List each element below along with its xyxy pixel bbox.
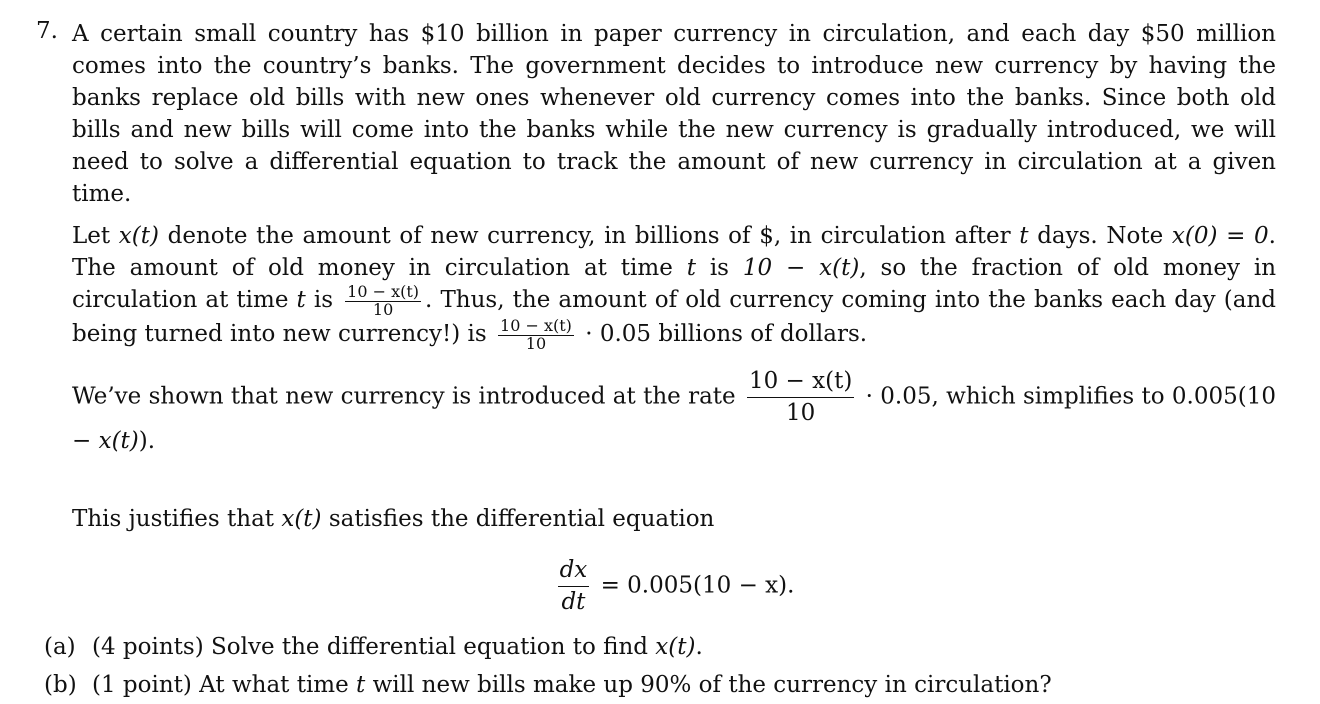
setup-paragraph [72, 220, 1276, 352]
derivative-denominator: dt [561, 589, 586, 615]
justify-paragraph [72, 503, 1276, 535]
text: days. Note [1028, 223, 1172, 249]
text: This justifies that [72, 506, 282, 532]
text: · 0.05 billions of dollars. [577, 321, 868, 347]
problem-parts [44, 628, 1276, 704]
math-xt: x(t) [655, 634, 696, 660]
math-t: t [296, 287, 306, 313]
text: , so the fraction of old money in circulation at time [72, 255, 1277, 313]
text: is [695, 255, 743, 281]
text: is [305, 287, 342, 313]
derivative-dx-dt [558, 559, 590, 614]
intro-text: A certain small country has $10 billion in paper currency in circulation, and each day $50 million comes into the country’s banks. The government decides to introduce new currency by having the banks replace old bills with new ones whenever old currency comes into the banks. Since both old bills and new bills will come into the banks while the new currency is gradually introduced, we will need to solve a differential equation to track the amount of new currency in circulation at a given time. [72, 21, 1276, 207]
text: satisfies the differential equation [321, 506, 715, 532]
math-xt: x(t) [281, 506, 322, 532]
fraction-numerator: 10 − x(t) [500, 316, 572, 335]
fraction-denominator: 10 [372, 300, 394, 319]
problem-number: 7. [36, 18, 58, 44]
math-xt: x(t) [118, 223, 159, 249]
fraction-denominator: 10 [786, 400, 816, 426]
part-b [44, 666, 1276, 704]
text: ). [138, 428, 156, 454]
derivative-numerator: dx [558, 559, 590, 587]
equation-rhs: = 0.005(10 − x). [600, 572, 795, 599]
fraction-rate [747, 370, 854, 425]
problem-7 [36, 18, 1276, 704]
differential-equation [72, 559, 1276, 614]
math-t: t [356, 672, 366, 698]
problem-body [44, 18, 1277, 704]
part-text: (1 point) At what time [92, 672, 357, 698]
fraction-denominator: 10 [525, 334, 547, 353]
math-xt: x(t) [98, 428, 139, 454]
part-text: (4 points) Solve the differential equation to find [92, 634, 656, 660]
rate-paragraph [72, 370, 1276, 457]
math-ten-minus-xt: 10 − x(t) [742, 255, 860, 281]
part-text: . [695, 634, 703, 660]
part-a [44, 628, 1276, 666]
math-t: t [686, 255, 696, 281]
fraction-old-money-2 [498, 318, 574, 352]
part-label: (a) [44, 634, 76, 660]
text: . Thus, the amount of old currency coming into the banks each day (and being turned into new currency!) is [72, 287, 1276, 347]
text: . The amount of old money in circulation at time [72, 223, 1276, 281]
fraction-old-money [345, 284, 421, 318]
intro-paragraph [72, 18, 1276, 210]
math-t: t [1019, 223, 1029, 249]
text: · 0.05, which simplifies to 0.005(10 − [72, 383, 1276, 454]
fraction-numerator: 10 − x(t) [347, 282, 420, 301]
part-label: (b) [44, 672, 77, 698]
fraction-numerator: 10 − x(t) [747, 370, 854, 398]
text: We’ve shown that new currency is introduced at the rate [72, 383, 743, 410]
text: denote the amount of new currency, in billions of $, in circulation after [158, 223, 1020, 249]
text: Let [72, 223, 119, 249]
part-text: will new bills make up 90% of the currency in circulation? [365, 672, 1052, 698]
math-x0: x(0) = 0 [1171, 223, 1269, 249]
